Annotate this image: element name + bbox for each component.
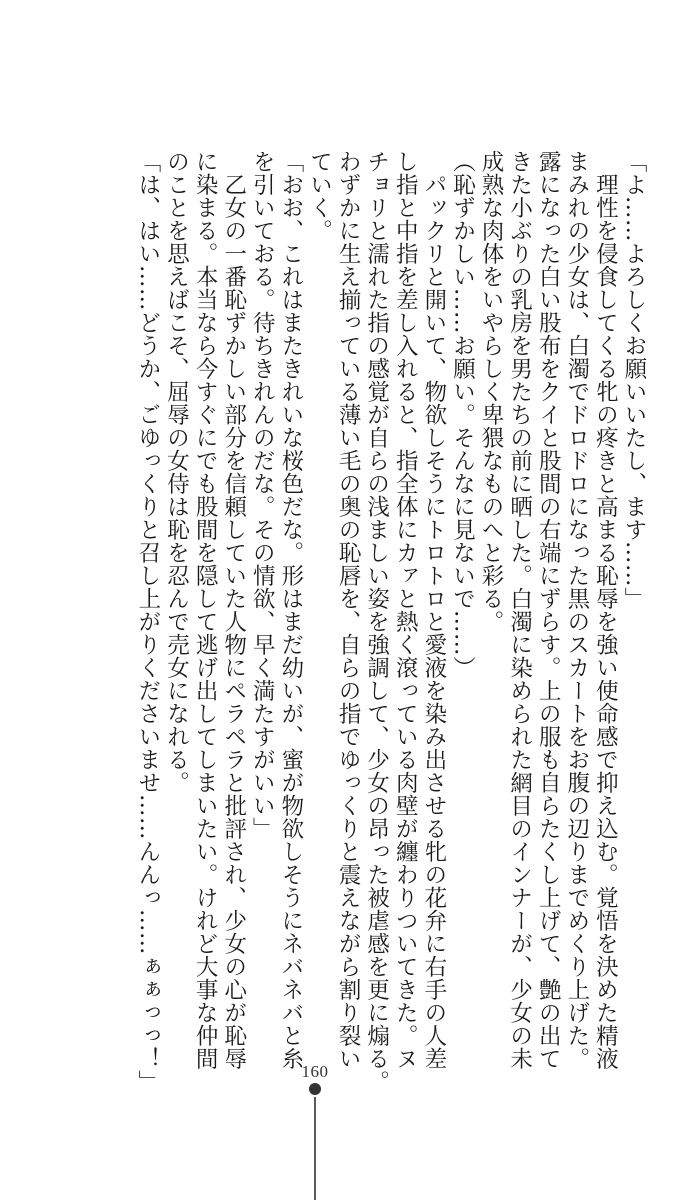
text-line: 「おお、これはまたきれいな桜色だな。形はまだ幼いが、蜜が物欲しそうにネバネバと糸 <box>277 150 304 1070</box>
text-line: に染まる。本当なら今すぐにでも股間を隠して逃げ出してしまいたい。けれど大事な仲間 <box>192 150 219 1070</box>
text-line: のことを思えばこそ、屈辱の女侍は恥を忍んで売女になれる。 <box>163 150 190 794</box>
text-line: し指と中指を差し入れると、指全体にカァと熱く滾っている肉壁が纏わりついてきた。ヌ <box>392 150 419 1070</box>
text-line: きた小ぶりの乳房を男たちの前に晒した。白濁に染められた網目のインナーが、少女の未 <box>506 150 533 1070</box>
text-line: を引いておる。待ちきれんのだな。その情欲、早く満たすがいい」 <box>249 150 276 840</box>
page-number-stem-ornament <box>314 1097 316 1200</box>
text-line: 「は、はい……どうか、ごゆっくりと召し上がりくださいませ……んんっ……ぁぁっっ！」 <box>134 150 161 1093</box>
text-line: （恥ずかしい……お願い。そんなに見ないで……） <box>449 150 476 679</box>
text-line: パックリと開いて、物欲しそうにトロトロと愛液を染み出させる牝の花弁に右手の人差 <box>420 150 447 1070</box>
text-line: チョリと濡れた指の感覚が自らの浅ましい姿を強調して、少女の昂った被虐感を更に煽る。 <box>363 150 390 1093</box>
text-line: ていく。 <box>306 150 333 242</box>
text-line: 「よ……よろしくお願いいたし、ます……」 <box>621 150 647 610</box>
text-line: まみれの少女は、白濁でドロドロになった黒のスカートをお腹の辺りまでめくり上げた。 <box>563 150 590 1070</box>
text-line: 成熟な肉体をいやらしく卑猥なものへと彩る。 <box>478 150 505 633</box>
text-line: 乙女の一番恥ずかしい部分を信頼していた人物にペラペラと批評され、少女の心が恥辱 <box>220 150 247 1070</box>
text-line: 理性を侵食してくる牝の疼きと高まる恥辱を強い使命感で抑え込む。覚悟を決めた精液 <box>592 150 619 1070</box>
page-number-dot-ornament <box>309 1083 321 1095</box>
text-line: わずかに生え揃っている薄い毛の奥の恥唇を、自らの指でゆっくりと震えながら割り裂い <box>335 150 362 1070</box>
text-line: 露になった白い股布をクイと股間の右端にずらす。上の服も自らたくし上げて、艶の出て <box>535 150 562 1070</box>
page-number: 160 <box>301 1062 329 1081</box>
